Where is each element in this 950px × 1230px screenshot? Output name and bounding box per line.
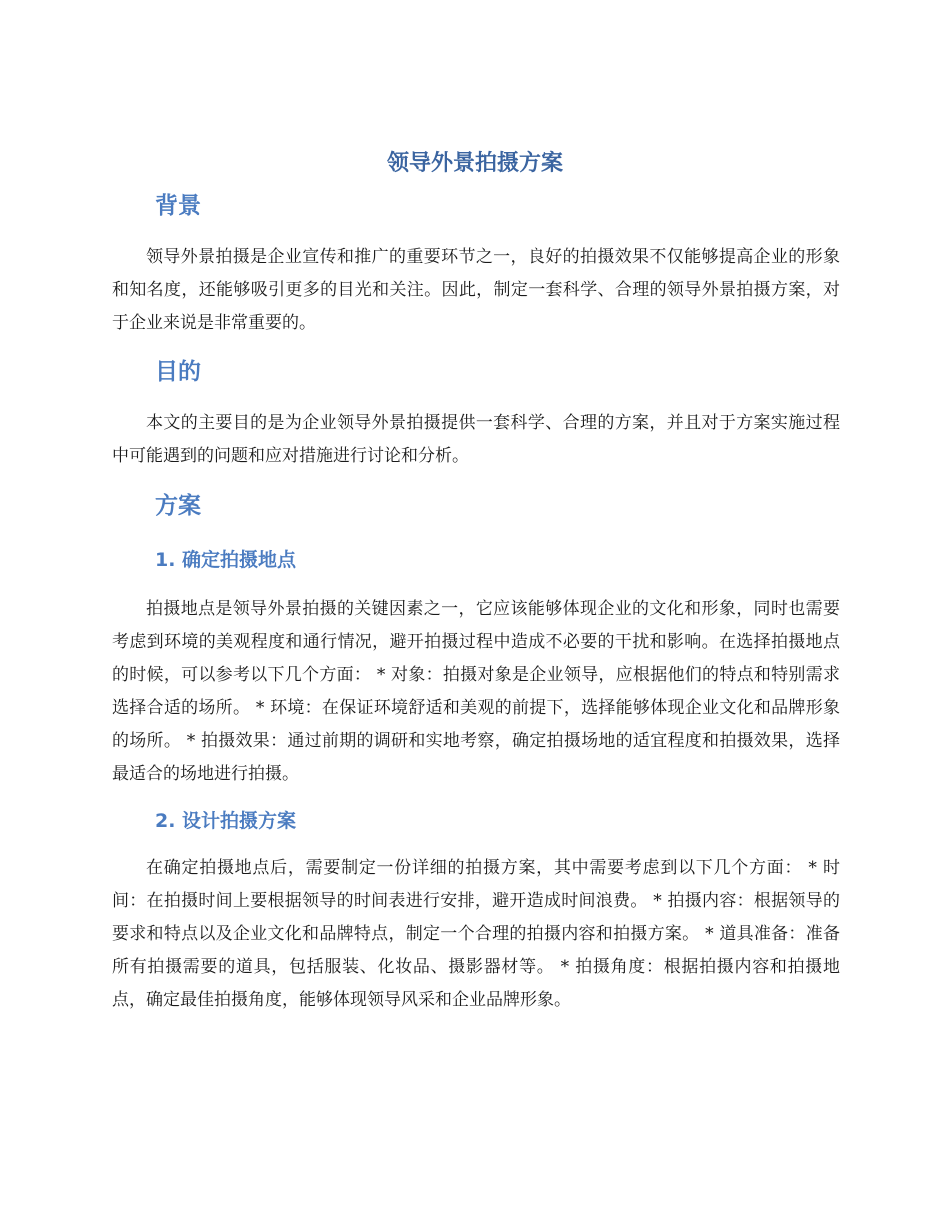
document-title: 领导外景拍摄方案 — [386, 151, 563, 176]
heading-purpose: 目的 — [155, 359, 201, 385]
subheading-location: 1. 确定拍摄地点 — [155, 549, 297, 571]
paragraph-background: 领导外景拍摄是企业宣传和推广的重要环节之一，良好的拍摄效果不仅能够提高企业的形象和知名度，还能够吸引更多的目光和关注。因此，制定一套科学、合理的领导外景拍摄方案，对于企业来说是非常重要的。 — [112, 247, 840, 333]
heading-background: 背景 — [155, 193, 201, 219]
paragraph-location: 拍摄地点是领导外景拍摄的关键因素之一，它应该能够体现企业的文化和形象，同时也需要考虑到环境的美观程度和通行情况，避开拍摄过程中造成不必要的干扰和影响。在选择拍摄地点的时候，可以参考以下几个方面： * 对象：拍摄对象是企业领导，应根据他们的特点和特别需求选择合适的场所。 * 环境：在保证环境舒适和美观的前提下，选择能够体现企业文化和品牌形象的场所。 * 拍摄效果：通过前期的调研和实地考察，确定拍摄场地的适宜程度和拍摄效果，选择最适合的场地进行拍摄。 — [112, 599, 840, 784]
heading-plan: 方案 — [155, 493, 201, 519]
paragraph-purpose: 本文的主要目的是为企业领导外景拍摄提供一套科学、合理的方案，并且对于方案实施过程中可能遇到的问题和应对措施进行讨论和分析。 — [112, 413, 840, 466]
subheading-design: 2. 设计拍摄方案 — [155, 810, 297, 832]
paragraph-design: 在确定拍摄地点后，需要制定一份详细的拍摄方案，其中需要考虑到以下几个方面： * 时间：在拍摄时间上要根据领导的时间表进行安排，避开造成时间浪费。 * 拍摄内容：根据领导的要求和特点以及企业文化和品牌特点，制定一个合理的拍摄内容和拍摄方案。 * 道具准备：准备所有拍摄需要的道具，包括服装、化妆品、摄影器材等。 * 拍摄角度：根据拍摄内容和拍摄地点，确定最佳拍摄角度，能够体现领导风采和企业品牌形象。 — [112, 858, 840, 1010]
